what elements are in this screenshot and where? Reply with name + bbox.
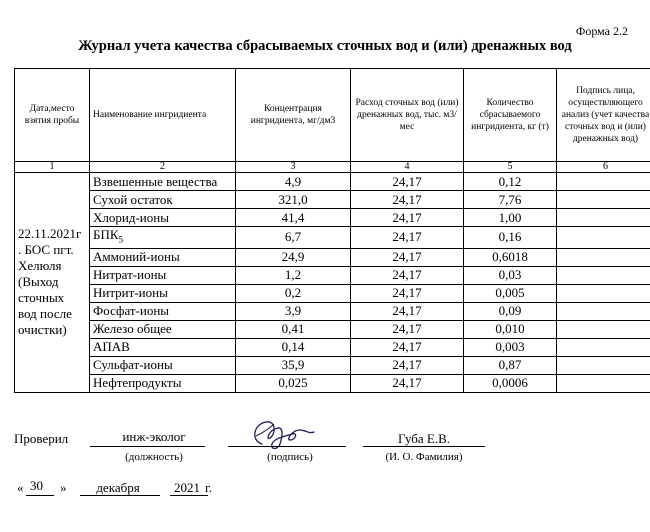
concentration-cell: 3,9 — [236, 302, 351, 320]
signature-cell — [557, 302, 650, 320]
signature-cell — [557, 191, 650, 209]
col-number: 1 — [15, 162, 90, 173]
table-row — [15, 209, 650, 227]
position-value: инж-эколог — [122, 429, 186, 444]
journal-table — [14, 68, 650, 393]
col-header-date-place: Дата,место взятия пробы — [15, 69, 90, 162]
table-row — [15, 374, 650, 392]
ingredient-subscript: 5 — [118, 234, 124, 245]
ingredient-name — [90, 284, 236, 302]
ingredient-name — [90, 266, 236, 284]
ingredient-name — [90, 191, 236, 209]
ingredient-name-text: Нефтепродукты — [93, 375, 182, 391]
amount-cell: 1,00 — [464, 209, 557, 227]
amount-cell: 0,12 — [464, 173, 557, 191]
flow-cell: 24,17 — [351, 320, 464, 338]
date-year: 2021 — [174, 480, 200, 495]
signature-cell — [557, 209, 650, 227]
concentration-cell: 24,9 — [236, 248, 351, 266]
ingredient-name-text: Железо общее — [93, 321, 172, 337]
name-line — [363, 446, 485, 447]
document-title: Журнал учета качества сбрасываемых сточных вод и (или) дренажных вод — [78, 38, 572, 54]
month-line — [80, 495, 160, 496]
year-line — [170, 495, 208, 496]
signature-cell — [557, 320, 650, 338]
amount-cell: 0,87 — [464, 356, 557, 374]
signature-cell — [557, 356, 650, 374]
flow-cell: 24,17 — [351, 356, 464, 374]
form-number: Форма 2.2 — [575, 24, 628, 38]
date-close-quote: » — [60, 480, 67, 495]
date-month: декабря — [96, 480, 140, 495]
table-row — [15, 302, 650, 320]
table-row — [15, 191, 650, 209]
table-row — [15, 227, 650, 249]
concentration-cell: 321,0 — [236, 191, 351, 209]
signature-line — [228, 446, 346, 447]
flow-cell: 24,17 — [351, 209, 464, 227]
column-number-row — [15, 162, 650, 173]
flow-cell: 24,17 — [351, 173, 464, 191]
ingredient-name-text: Хлорид-ионы — [93, 209, 169, 225]
signature-cell — [557, 374, 650, 392]
flow-cell: 24,17 — [351, 227, 464, 249]
concentration-cell: 4,9 — [236, 173, 351, 191]
date-day: 30 — [30, 478, 43, 493]
concentration-cell: 35,9 — [236, 356, 351, 374]
ingredient-name-text: Аммоний-ионы — [93, 249, 180, 265]
signature-cell — [557, 284, 650, 302]
ingredient-name — [90, 320, 236, 338]
ingredient-name — [90, 227, 236, 249]
amount-cell: 0,16 — [464, 227, 557, 249]
amount-cell: 0,03 — [464, 266, 557, 284]
concentration-cell: 41,4 — [236, 209, 351, 227]
concentration-cell: 0,025 — [236, 374, 351, 392]
col-number: 2 — [90, 162, 236, 173]
concentration-cell: 0,2 — [236, 284, 351, 302]
amount-cell: 0,010 — [464, 320, 557, 338]
ingredient-name-text: Сульфат-ионы — [93, 357, 173, 373]
position-line — [90, 446, 205, 447]
table-row — [15, 320, 650, 338]
col-number: 4 — [351, 162, 464, 173]
flow-cell: 24,17 — [351, 338, 464, 356]
checked-label: Проверил — [14, 431, 69, 446]
day-line — [26, 495, 54, 496]
table-row — [15, 356, 650, 374]
signer-name: Губа Е.В. — [397, 431, 451, 446]
concentration-cell: 0,41 — [236, 320, 351, 338]
table-row — [15, 248, 650, 266]
concentration-cell: 0,14 — [236, 338, 351, 356]
signature-cell — [557, 266, 650, 284]
ingredient-name-text: Нитрит-ионы — [93, 285, 168, 301]
signature-cell — [557, 227, 650, 249]
ingredient-name — [90, 209, 236, 227]
col-header-concentration: Концентрация ингридиента, мг/дм3 — [236, 69, 351, 162]
signature-cell — [557, 338, 650, 356]
flow-cell: 24,17 — [351, 284, 464, 302]
header-row — [15, 69, 650, 162]
amount-cell: 0,003 — [464, 338, 557, 356]
sample-date-place: 22.11.2021г . БОС пгт. Хелюля (Выход сточных вод после очистки) — [15, 173, 90, 393]
col-header-ingredient: Наименование ингридиента — [90, 69, 236, 162]
amount-cell: 7,76 — [464, 191, 557, 209]
signature-cell — [557, 173, 650, 191]
ingredient-name-text: Фосфат-ионы — [93, 303, 170, 319]
ingredient-name — [90, 302, 236, 320]
flow-cell: 24,17 — [351, 191, 464, 209]
date-open-quote: « — [17, 480, 24, 495]
ingredient-name — [90, 248, 236, 266]
ingredient-name-text: БПК — [93, 227, 119, 242]
col-header-amount: Количество сбрасываемого ингридиента, кг (т) — [464, 69, 557, 162]
ingredient-name-text: Нитрат-ионы — [93, 267, 167, 283]
signature-cell — [557, 248, 650, 266]
table-row — [15, 284, 650, 302]
table-row — [15, 173, 650, 191]
amount-cell: 0,6018 — [464, 248, 557, 266]
concentration-cell: 1,2 — [236, 266, 351, 284]
col-header-signature: Подпись лица, осуществляющего анализ (учет качества сточных вод и (или) дренажных вод) — [557, 69, 650, 162]
ingredient-name — [90, 173, 236, 191]
handwritten-signature — [240, 414, 320, 454]
date-suffix: г. — [205, 480, 213, 495]
amount-cell: 0,0006 — [464, 374, 557, 392]
amount-cell: 0,005 — [464, 284, 557, 302]
ingredient-name-text: АПАВ — [93, 339, 130, 355]
flow-cell: 24,17 — [351, 374, 464, 392]
col-number: 3 — [236, 162, 351, 173]
amount-cell: 0,09 — [464, 302, 557, 320]
ingredient-name — [90, 338, 236, 356]
concentration-cell: 6,7 — [236, 227, 351, 249]
table-row — [15, 338, 650, 356]
col-number: 5 — [464, 162, 557, 173]
ingredient-name — [90, 374, 236, 392]
flow-cell: 24,17 — [351, 248, 464, 266]
table-row — [15, 266, 650, 284]
signature-caption: (подпись) — [267, 451, 313, 463]
col-header-flow: Расход сточных вод (или) дренажных вод, тыс. м3/мес — [351, 69, 464, 162]
name-caption: (И. О. Фамилия) — [385, 451, 463, 463]
ingredient-name-text: Сухой остаток — [93, 191, 173, 207]
flow-cell: 24,17 — [351, 266, 464, 284]
col-number: 6 — [557, 162, 650, 173]
ingredient-name-text: Взвешенные вещества — [93, 173, 218, 189]
ingredient-name — [90, 356, 236, 374]
flow-cell: 24,17 — [351, 302, 464, 320]
position-caption: (должность) — [125, 451, 183, 463]
